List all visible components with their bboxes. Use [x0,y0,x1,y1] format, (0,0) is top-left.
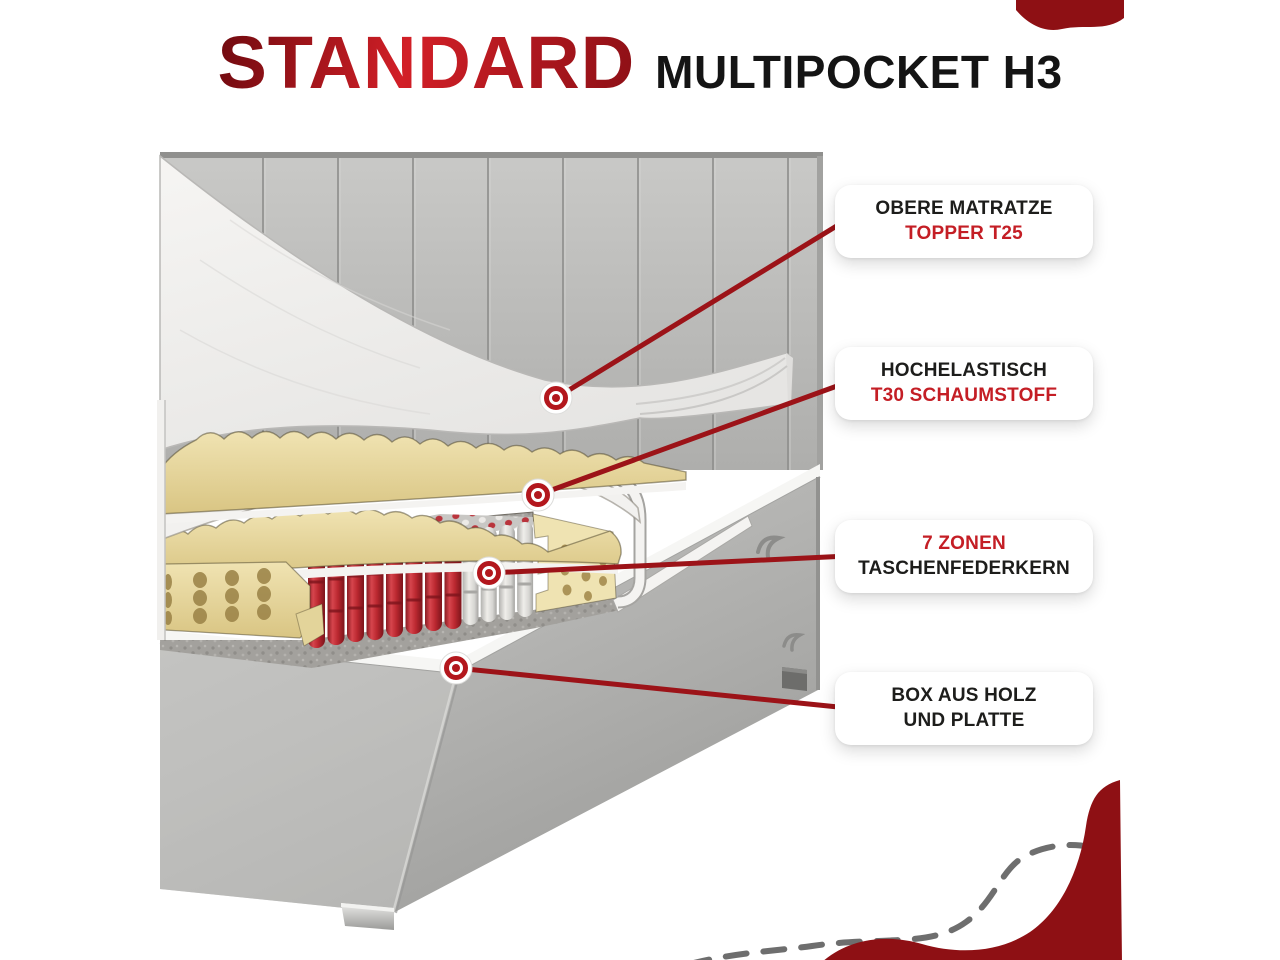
callout-box-line1: BOX AUS HOLZ [891,685,1037,706]
callout-box [835,672,1093,745]
marker-box [440,652,472,684]
callout-springs-line1: 7 ZONEN [922,533,1006,554]
callout-topper-line2: TOPPER T25 [905,223,1023,245]
callout-topper-line1: OBERE MATRATZE [875,198,1053,219]
cut-edge-strip [157,400,165,640]
corner-blob-bottom-right [822,780,1122,960]
marker-springs [473,557,505,589]
marker-topper [540,382,572,414]
callout-topper [835,185,1093,258]
callout-springs-line2: TASCHENFEDERKERN [858,558,1070,580]
brand-name: STANDARD [217,21,636,104]
callout-foam-line1: HOCHELASTISCH [880,360,1048,381]
callout-box-line2: UND PLATTE [903,710,1025,732]
callout-foam-line2: T30 SCHAUMSTOFF [870,385,1058,407]
marker-foam [522,479,554,511]
callout-foam [835,347,1093,420]
page-title [0,21,1280,104]
product-name: MULTIPOCKET H3 [655,46,1063,98]
callout-springs [835,520,1093,593]
